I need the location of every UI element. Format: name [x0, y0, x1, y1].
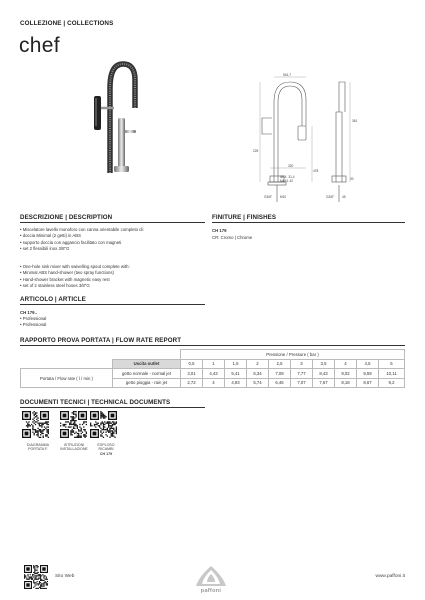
flow-value: 6,34: [247, 369, 269, 379]
article-item: • Professional: [20, 322, 46, 328]
desc-en-line: • set of 2 stainless steel hoses 3/8"G: [20, 283, 130, 289]
outlet-header: Uscita outlet: [113, 359, 181, 369]
flow-value: 5,74: [247, 378, 269, 388]
article-rule: [20, 304, 205, 305]
doc-caption: ISTRUZIONI: [63, 443, 85, 447]
pressure-cell: 2: [247, 359, 269, 369]
flow-row-label: Portata / Flow rate ( l / min ): [21, 369, 113, 388]
doc-caption: ESPLOSO: [97, 443, 115, 447]
dim-m10: M10: [280, 195, 287, 199]
flow-value: 4,43: [203, 369, 225, 379]
qr-code-icon: [60, 411, 87, 438]
desc-it-line: • supporto doccia con aggancio facilitato con magneti: [20, 240, 144, 246]
pressure-cell: 4,5: [357, 359, 379, 369]
flow-value: 9,59: [357, 369, 379, 379]
dim-width: 516,7: [283, 73, 291, 77]
dim-45: 45: [342, 195, 346, 199]
desc-it-line: • set 2 flessibili inox 3/8"G: [20, 246, 144, 252]
flow-value: 8,67: [357, 378, 379, 388]
flow-value: 5,41: [225, 369, 247, 379]
doc-install-instructions[interactable]: [54, 411, 94, 452]
pressure-cell: 4: [335, 359, 357, 369]
flow-value: 7,07: [291, 378, 313, 388]
docs-rule: [20, 407, 205, 408]
outlet-name: getto pioggia - rain jet: [113, 378, 181, 388]
description-it: [20, 227, 144, 252]
description-heading: DESCRIZIONE | DESCRIPTION: [20, 214, 113, 221]
pressure-cell: 3: [291, 359, 313, 369]
collection-label: COLLEZIONE | COLLECTIONS: [20, 20, 114, 27]
doc-flow-diagram[interactable]: [22, 411, 54, 452]
qr-code-icon: [22, 411, 49, 438]
flow-value: 9,2: [379, 378, 405, 388]
desc-it-line: • Miscelatore lavello monoforo con canna orientabile completo di:: [20, 227, 144, 233]
doc-caption: PORTATA F.: [28, 447, 48, 452]
pressure-header: Pressione / Pressure ( bar ): [181, 350, 405, 360]
dim-225: 225: [253, 149, 259, 153]
flow-value: 3,01: [181, 369, 203, 379]
dim-nex: NEX. 31,4: [280, 175, 295, 179]
outlet-name: getto normale - normal jet: [113, 369, 181, 379]
dim-478: 478: [313, 169, 319, 173]
doc-caption: DIAGRAMMA: [26, 443, 50, 447]
flow-value: 7,67: [313, 378, 335, 388]
docs-heading: DOCUMENTI TECNICI | TECHNICAL DOCUMENTS: [20, 399, 171, 406]
doc-caption: RICAMBI: [98, 447, 114, 452]
dim-g38-a: G3/8": [264, 195, 273, 199]
description-en: [20, 264, 130, 289]
flow-value: 2,72: [181, 378, 203, 388]
article-item: • Professional: [20, 316, 46, 322]
doc-caption: CH 179: [99, 451, 113, 456]
pressure-cell: 1,5: [225, 359, 247, 369]
desc-en-line: • One-hole sink mixer with swivelling spout complete with:: [20, 264, 130, 270]
doc-caption: INSTALLAZIONE: [60, 447, 88, 452]
technical-drawing: [250, 72, 360, 207]
product-name: chef: [19, 34, 60, 57]
pressure-cell: 5: [379, 359, 405, 369]
finishes-heading: FINITURE | FINISHES: [212, 214, 277, 221]
description-rule: [20, 222, 205, 223]
qr-code-icon: [90, 411, 117, 438]
dim-g38-b: G3/8": [326, 195, 335, 199]
product-photo: [80, 58, 150, 178]
pressure-cell: 2,5: [269, 359, 291, 369]
flow-value: 8,18: [335, 378, 357, 388]
website-qr-icon[interactable]: [24, 565, 48, 589]
flow-value: 4: [203, 378, 225, 388]
dim-30: 30: [350, 177, 354, 181]
article-code: CH 179..: [20, 310, 37, 315]
dim-maxl: MAXL 42: [280, 179, 293, 183]
dim-361: 361: [352, 119, 358, 123]
finish-name: CR: Cromo | Chrome: [212, 235, 253, 240]
article-list: [20, 316, 46, 329]
flow-rule: [20, 345, 405, 346]
finishes-rule: [212, 222, 405, 223]
flow-value: 6,46: [269, 378, 291, 388]
flow-value: 4,93: [225, 378, 247, 388]
table-row: [21, 369, 405, 379]
flow-value: 10,11: [379, 369, 405, 379]
article-heading: ARTICOLO | ARTICLE: [20, 296, 86, 303]
brand-name: paffoni: [200, 588, 222, 594]
flow-value: 8,43: [313, 369, 335, 379]
flow-value: 9,02: [335, 369, 357, 379]
desc-it-line: • doccia Minimal (2 getti) in ABS: [20, 233, 144, 239]
dim-320: 320: [288, 164, 294, 168]
desc-en-line: • Hand-shower bracket with magnetic easy rest: [20, 277, 130, 283]
flow-value: 7,09: [269, 369, 291, 379]
finish-code: CH 179: [212, 228, 227, 233]
website-label: Sito Web: [55, 574, 75, 579]
pressure-cell: 0,5: [181, 359, 203, 369]
flow-table: [20, 349, 405, 388]
pressure-cell: 1: [203, 359, 225, 369]
desc-en-line: • Minimal ABS hand-shower (two spray functions): [20, 270, 130, 276]
doc-spare-parts[interactable]: [90, 411, 122, 456]
website-url[interactable]: www.paffoni.it: [375, 574, 405, 579]
pressure-cell: 3,5: [313, 359, 335, 369]
flow-value: 7,77: [291, 369, 313, 379]
flow-heading: RAPPORTO PROVA PORTATA | FLOW RATE REPORT: [20, 337, 182, 344]
